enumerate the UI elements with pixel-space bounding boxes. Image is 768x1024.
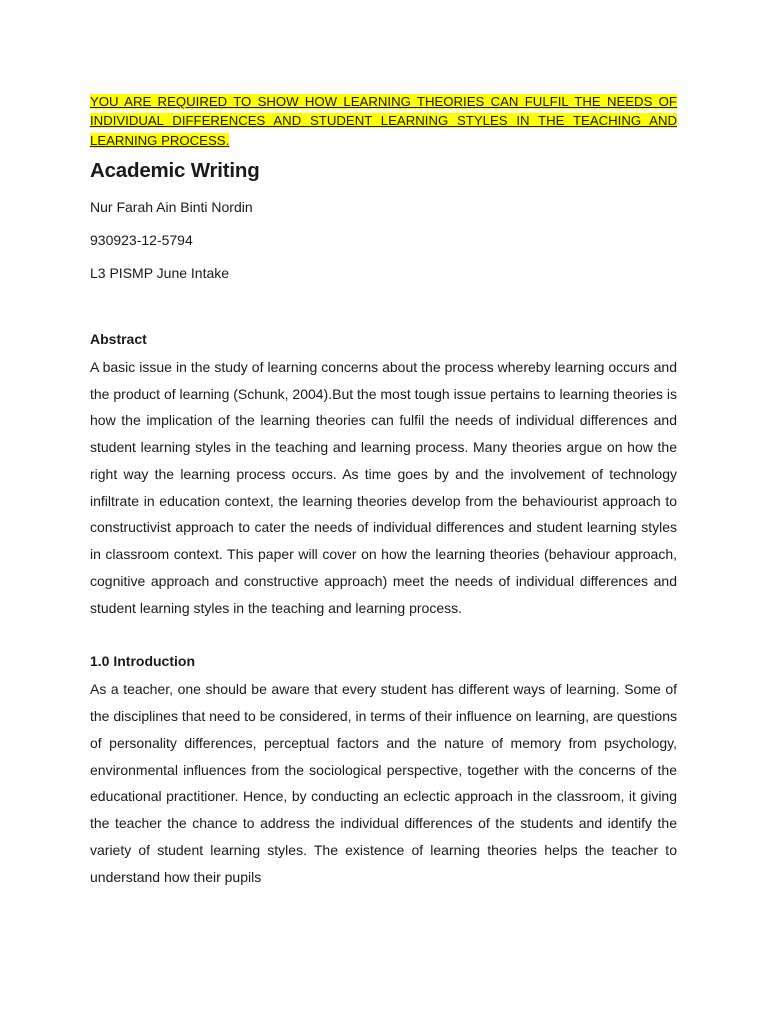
abstract-paragraph: A basic issue in the study of learning concerns about the process whereby learning occurs and the product of learning (Schunk, 2004).But the most tough issue pertains to learning theories is how the implication of the learning theories can fulfil the needs of individual differences and student learning styles in the teaching and learning process. Many theories argue on how the right way the learning process occurs. As time goes by and the involvement of technology infiltrate in education context, the learning theories develop from the behaviourist approach to constructivist approach to cater the needs of individual differences and student learning styles in classroom context. This paper will cover on how the learning theories (behaviour approach, cognitive approach and constructive approach) meet the needs of individual differences and student learning styles in the teaching and learning process.	[90, 358, 677, 616]
abstract-heading: Abstract	[90, 330, 147, 347]
author-name: Nur Farah Ain Binti Nordin	[90, 198, 253, 215]
introduction-paragraph: As a teacher, one should be aware that every student has different ways of learning. Some of the disciplines that need to be considered, in terms of their influence on learning, are questions of personality differences, perceptual factors and the nature of memory from psychology, environmental influences from the sociological perspective, together with the concerns of the educational practitioner. Hence, by conducting an eclectic approach in the classroom, it giving the teacher the chance to address the individual differences of the students and identify the variety of student learning styles. The existence of learning theories helps the teacher to understand how their pupils	[90, 681, 677, 885]
author-id-number: 930923-12-5794	[90, 231, 193, 248]
highlighted-instruction-text: YOU ARE REQUIRED TO SHOW HOW LEARNING THEORIES CAN FULFIL THE NEEDS OF INDIVIDUAL DIFFERENCES AND STUDENT LEARNING STYLES IN THE TEACHING AND LEARNING PROCESS.	[90, 94, 677, 148]
author-class: L3 PISMP June Intake	[90, 264, 230, 281]
assignment-instruction	[90, 92, 677, 150]
document-title: Academic Writing	[90, 158, 260, 182]
document-page	[90, 92, 677, 890]
introduction-heading: 1.0 Introduction	[90, 653, 195, 670]
